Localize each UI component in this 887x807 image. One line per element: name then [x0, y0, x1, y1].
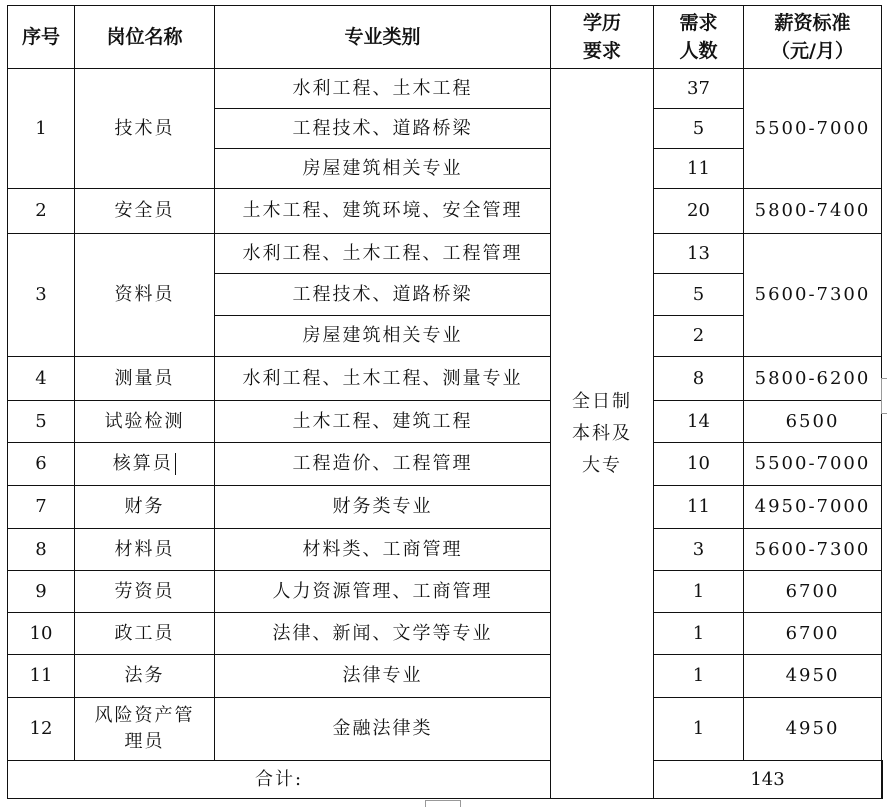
row-count: 5	[654, 109, 744, 149]
row-no: 9	[8, 571, 75, 613]
education-cell	[551, 69, 654, 799]
row-no: 2	[8, 189, 75, 234]
row-count: 13	[654, 234, 744, 274]
row-no: 5	[8, 401, 75, 443]
row-major: 工程技术、道路桥梁	[215, 274, 551, 316]
row-major: 水利工程、土木工程、工程管理	[215, 234, 551, 274]
table-row	[8, 486, 883, 529]
row-major: 财务类专业	[215, 486, 551, 529]
row-major: 金融法律类	[215, 698, 551, 761]
header-count	[654, 6, 744, 69]
header-count-line2: 人数	[679, 40, 718, 62]
row-position	[75, 443, 215, 486]
row-no: 7	[8, 486, 75, 529]
row-major: 土木工程、建筑环境、安全管理	[215, 189, 551, 234]
row-count: 5	[654, 274, 744, 316]
table-row	[8, 189, 883, 234]
total-row	[8, 761, 883, 799]
row-position: 劳资员	[75, 571, 215, 613]
row-count: 1	[654, 698, 744, 761]
row-salary: 6500	[744, 401, 882, 443]
row-no: 3	[8, 234, 75, 357]
row-major: 房屋建筑相关专业	[215, 149, 551, 189]
row-position: 资料员	[75, 234, 215, 357]
table-row	[8, 613, 883, 655]
header-salary	[744, 6, 882, 69]
row-position: 政工员	[75, 613, 215, 655]
total-empty-cell	[882, 761, 883, 799]
row-position: 技术员	[75, 69, 215, 189]
row-major: 人力资源管理、工商管理	[215, 571, 551, 613]
row-salary: 4950	[744, 698, 882, 761]
row-count: 37	[654, 69, 744, 109]
row-major: 法律专业	[215, 655, 551, 698]
row-count: 10	[654, 443, 744, 486]
row-position: 试验检测	[75, 401, 215, 443]
row-salary: 5800-6200	[744, 357, 882, 401]
recruitment-table	[7, 5, 883, 799]
table-row	[8, 443, 883, 486]
table-row	[8, 234, 883, 274]
row-salary: 4950-7000	[744, 486, 882, 529]
row-no: 4	[8, 357, 75, 401]
row-count: 2	[654, 316, 744, 357]
row-major: 工程造价、工程管理	[215, 443, 551, 486]
header-education-line1: 学历	[582, 12, 621, 34]
header-row	[8, 6, 883, 69]
row-count: 20	[654, 189, 744, 234]
row-major: 水利工程、土木工程、测量专业	[215, 357, 551, 401]
header-position: 岗位名称	[75, 6, 215, 69]
row-count: 14	[654, 401, 744, 443]
row-position-text: 核算员	[112, 453, 173, 474]
header-no: 序号	[8, 6, 75, 69]
row-major: 工程技术、道路桥梁	[215, 109, 551, 149]
header-salary-line1: 薪资标准	[774, 12, 851, 34]
header-salary-line2: （元/月）	[771, 40, 854, 62]
education-line2: 本科及	[572, 422, 632, 444]
table-row	[8, 401, 883, 443]
header-major: 专业类别	[215, 6, 551, 69]
row-count: 11	[654, 149, 744, 189]
header-count-line1: 需求	[679, 12, 718, 34]
total-label: 合计:	[8, 761, 551, 799]
header-education	[551, 6, 654, 69]
row-salary: 5600-7300	[744, 529, 882, 571]
row-position-line2: 理员	[124, 731, 165, 752]
row-position-line1: 风险资产管	[94, 705, 195, 726]
row-count: 1	[654, 571, 744, 613]
row-count: 11	[654, 486, 744, 529]
row-count: 3	[654, 529, 744, 571]
row-no: 1	[8, 69, 75, 189]
row-position: 测量员	[75, 357, 215, 401]
total-value: 143	[654, 761, 882, 799]
row-position: 材料员	[75, 529, 215, 571]
table-row	[8, 69, 883, 109]
row-salary: 4950	[744, 655, 882, 698]
row-count: 8	[654, 357, 744, 401]
table-row	[8, 698, 883, 761]
row-salary: 6700	[744, 571, 882, 613]
row-salary: 5800-7400	[744, 189, 882, 234]
table-resize-handle[interactable]	[881, 378, 887, 414]
row-salary: 5500-7000	[744, 443, 882, 486]
row-no: 6	[8, 443, 75, 486]
header-education-line2: 要求	[582, 40, 621, 62]
row-no: 12	[8, 698, 75, 761]
row-major: 房屋建筑相关专业	[215, 316, 551, 357]
row-major: 材料类、工商管理	[215, 529, 551, 571]
education-line1: 全日制	[572, 390, 632, 412]
row-salary: 5600-7300	[744, 234, 882, 357]
row-major: 水利工程、土木工程	[215, 69, 551, 109]
row-position: 法务	[75, 655, 215, 698]
row-position	[75, 698, 215, 761]
row-count: 1	[654, 655, 744, 698]
table-row	[8, 655, 883, 698]
row-no: 10	[8, 613, 75, 655]
table-row	[8, 357, 883, 401]
text-cursor	[175, 453, 177, 475]
row-major: 土木工程、建筑工程	[215, 401, 551, 443]
table-row	[8, 571, 883, 613]
row-salary: 6700	[744, 613, 882, 655]
education-line3: 大专	[582, 454, 622, 476]
row-salary: 5500-7000	[744, 69, 882, 189]
table-row	[8, 529, 883, 571]
row-major: 法律、新闻、文学等专业	[215, 613, 551, 655]
row-count: 1	[654, 613, 744, 655]
row-no: 8	[8, 529, 75, 571]
row-position: 安全员	[75, 189, 215, 234]
row-position: 财务	[75, 486, 215, 529]
row-no: 11	[8, 655, 75, 698]
